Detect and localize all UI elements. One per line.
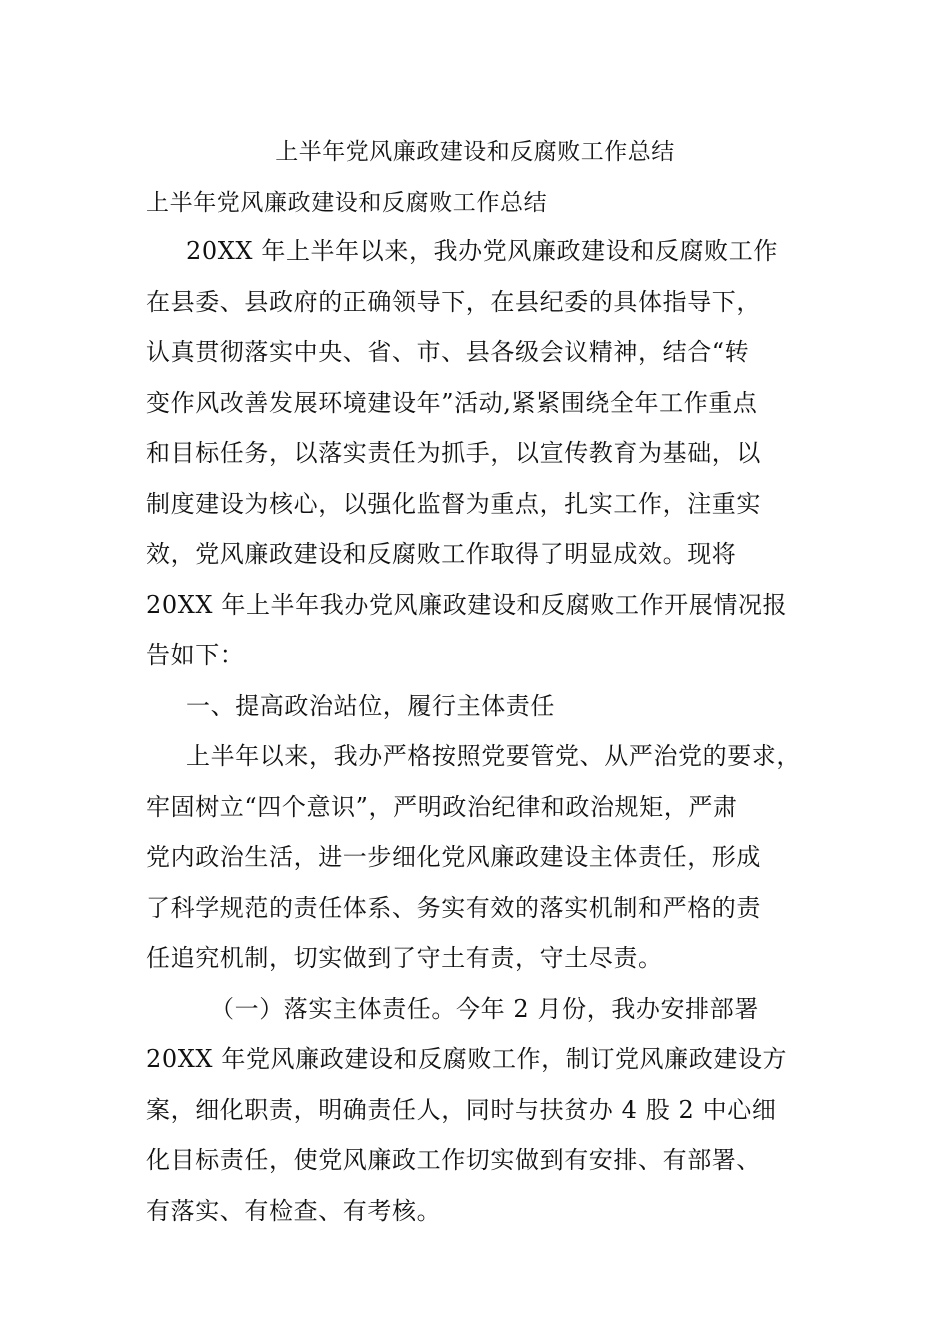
paragraph-line: 在县委、县政府的正确领导下，在县纪委的具体指导下， [146,287,761,316]
paragraph-line: 告如下： [146,641,245,669]
paragraph-line: 20XX 年上半年我办党风廉政建设和反腐败工作开展情况报 [146,590,788,619]
section-heading-1: 一、提高政治站位，履行主体责任 [186,691,555,720]
paragraph-line: 效，党风廉政建设和反腐败工作取得了明显成效。现将 [146,540,737,568]
paragraph-line: 化目标责任，使党风廉政工作切实做到有安排、有部署、 [146,1146,761,1174]
document-body [146,180,818,1236]
paragraph-line: 牢固树立“四个意识”，严明政治纪律和政治规矩，严肃 [146,792,738,821]
paragraph-line: 认真贯彻落实中央、省、市、县各级会议精神，结合“转 [146,338,750,366]
document-subtitle: 上半年党风廉政建设和反腐败工作总结 [146,190,548,216]
paragraph-line: 制度建设为核心，以强化监督为重点，扎实工作，注重实 [146,489,761,518]
paragraph-intro [146,226,818,681]
paragraph-line: 上半年以来，我办严格按照党要管党、从严治党的要求， [186,742,801,770]
paragraph-line: 有落实、有检查、有考核。 [146,1196,442,1225]
paragraph-line: 案，细化职责，明确责任人，同时与扶贫办 4 股 2 中心细 [146,1095,777,1124]
paragraph-line: 和目标任务，以落实责任为抓手，以宣传教育为基础，以 [146,439,761,467]
paragraph-line: 20XX 年党风廉政建设和反腐败工作，制订党风廉政建设方 [146,1045,788,1073]
paragraph-line: 了科学规范的责任体系、务实有效的落实机制和严格的责 [146,893,761,922]
paragraph-subsection-1 [146,984,818,1237]
paragraph-line: （一）落实主体责任。今年 2 月份，我办安排部署 [210,994,759,1023]
paragraph-line: 党内政治生活，进一步细化党风廉政建设主体责任，形成 [146,843,761,871]
paragraph-section-1 [146,731,818,984]
paragraph-line: 任追究机制，切实做到了守土有责，守土尽责。 [146,944,663,972]
paragraph-line: 变作风改善发展环境建设年”活动,紧紧围绕全年工作重点 [146,388,758,417]
document-title: 上半年党风廉政建设和反腐败工作总结 [275,139,675,165]
paragraph-line: 20XX 年上半年以来，我办党风廉政建设和反腐败工作 [186,237,778,265]
